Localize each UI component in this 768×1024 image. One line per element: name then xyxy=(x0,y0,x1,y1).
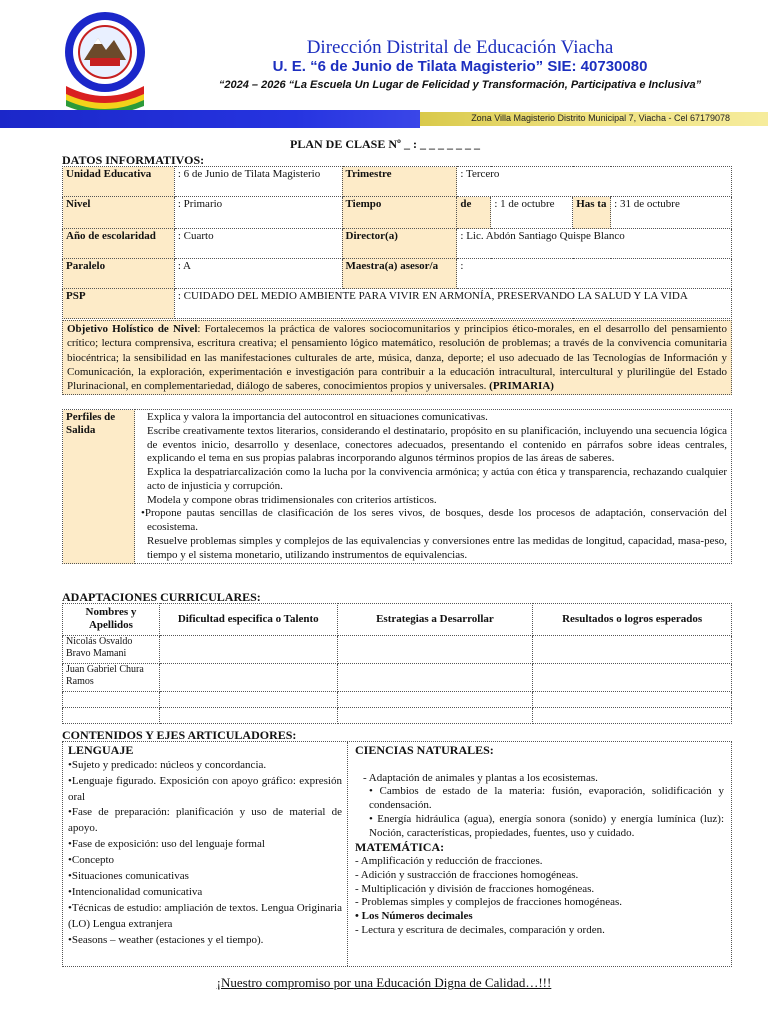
matematica-item: - Adición y sustracción de fracciones homogéneas. xyxy=(355,868,579,881)
lenguaje-item: • Técnicas de estudio: ampliación de textos. Lengua Originaria (LO) Lengua extranjera xyxy=(68,901,342,933)
table-cell xyxy=(159,707,337,723)
ciencias-item: - Adaptación de animales y plantas a los ecosistemas. xyxy=(363,771,598,784)
lenguaje-item: • Sujeto y predicado: núcleos y concordancia. xyxy=(68,758,342,774)
table-cell xyxy=(533,707,732,723)
lenguaje-item: • Concepto xyxy=(68,853,342,869)
table-cell xyxy=(337,691,533,707)
table-cell xyxy=(533,663,732,691)
table-cell xyxy=(159,663,337,691)
adaptaciones-title: ADAPTACIONES CURRICULARES: xyxy=(62,590,261,604)
director-value: : Lic. Abdón Santiago Quispe Blanco xyxy=(457,229,732,259)
student-name: Juan Gabriel Chura Ramos xyxy=(63,663,160,691)
col-header: Dificultad especifica o Talento xyxy=(159,604,337,636)
objetivo-holistico xyxy=(62,320,732,395)
hasta-value: : 31 de octubre xyxy=(611,197,732,229)
table-cell xyxy=(63,691,160,707)
datos-title: DATOS INFORMATIVOS: xyxy=(62,153,205,167)
perfil-item: Escribe creativamente textos literarios, considerando el destinatario, propósito en su planificación, incluyendo una secuencia lógica de eventos inicio, desarrollo y desenlace, conectores adecuados, presentando el contenido en párrafos sobre ideas centrales, explicando el tema en sus propias palabras incorporando algunos términos propios de las áreas de saberes. xyxy=(147,424,727,465)
table-row xyxy=(63,691,732,707)
perfil-item: Explica la despatriarcalización como la lucha por la convivencia armónica; y actúa con ética y transparencia, rechazando cualquier acto de injusticia y corrupción. xyxy=(147,466,727,492)
de-value: : 1 de octubre xyxy=(491,197,573,229)
nivel-label: Nivel xyxy=(63,197,175,229)
student-name: Nicolás Osvaldo Bravo Mamani xyxy=(63,635,160,663)
ciencias-title: CIENCIAS NATURALES: xyxy=(355,743,494,757)
table-cell xyxy=(63,707,160,723)
maestra-value: : xyxy=(457,259,732,289)
school-name: U. E. “6 de Junio de Tilata Magisterio” SIE: 40730080 xyxy=(272,58,648,75)
contenidos-box xyxy=(62,741,732,967)
header-band xyxy=(0,110,768,128)
director-label: Director(a) xyxy=(342,229,457,259)
ciencias-matematica-column xyxy=(348,742,731,966)
perfil-item: Resuelve problemas simples y complejos de las equivalencias y conversiones entre las medidas de longitud, capacidad, masa-peso, tiempo y el sistema monetario, utilizando instrumentos de equivalencias. xyxy=(147,534,727,561)
lenguaje-item: • Fase de preparación: planificación y uso de material de apoyo. xyxy=(68,805,342,837)
band-blue xyxy=(0,110,420,128)
perfiles-label: Perfiles de Salida xyxy=(63,410,135,564)
table-cell xyxy=(533,635,732,663)
lenguaje-title: LENGUAJE xyxy=(68,743,134,757)
datos-table xyxy=(62,166,732,319)
decimales-item: - Lectura y escritura de decimales, comparación y orden. xyxy=(355,923,605,936)
school-logo xyxy=(60,8,150,120)
psp-value: : CUIDADO DEL MEDIO AMBIENTE PARA VIVIR EN ARMONÍA, PRESERVANDO LA SALUD Y LA VIDA xyxy=(174,289,731,319)
school-address: Zona Villa Magisterio Distrito Municipal 7, Viacha - Cel 67179078 xyxy=(471,113,730,123)
table-row xyxy=(63,635,732,663)
objetivo-label: Objetivo Holístico de Nivel xyxy=(67,323,198,335)
table-cell xyxy=(337,635,533,663)
lenguaje-item: • Fase de exposición: uso del lenguaje formal xyxy=(68,837,342,853)
perfil-item: • Propone pautas sencillas de clasificación de los seres vivos, de bosques, desde los procesos de adaptación, conservación del ecosistema. xyxy=(147,507,727,535)
table-row xyxy=(63,663,732,691)
matematica-item: - Multiplicación y división de fracciones homogéneas. xyxy=(355,882,595,895)
objetivo-tag: (PRIMARIA) xyxy=(489,380,554,393)
table-cell xyxy=(337,707,533,723)
unidad-value: : 6 de Junio de Tilata Magisterio xyxy=(174,167,342,197)
psp-label: PSP xyxy=(63,289,175,319)
matematica-item: - Problemas simples y complejos de fracciones homogéneas. xyxy=(355,896,622,909)
table-row xyxy=(63,707,732,723)
table-cell xyxy=(159,691,337,707)
ciencias-item: • Cambios de estado de la materia: fusión, evaporación, solidificación y condensación. xyxy=(369,785,724,812)
paralelo-value: : A xyxy=(174,259,342,289)
lenguaje-item: • Intencionalidad comunicativa xyxy=(68,885,342,901)
letterhead xyxy=(0,0,768,130)
matematica-title: MATEMÁTICA: xyxy=(355,840,445,855)
tiempo-label: Tiempo xyxy=(342,197,457,229)
paralelo-label: Paralelo xyxy=(63,259,175,289)
maestra-label: Maestra(a) asesor/a xyxy=(342,259,457,289)
col-header: Nombres y Apellidos xyxy=(63,604,160,636)
lenguaje-item: • Lenguaje figurado. Exposición con apoyo gráfico: expresión oral xyxy=(68,774,342,806)
district-title: Dirección Distrital de Educación Viacha xyxy=(306,37,614,58)
footer-slogan: ¡Nuestro compromiso por una Educación Digna de Calidad…!!! xyxy=(216,975,552,990)
perfil-item: Explica y valora la importancia del autocontrol en situaciones comunicativas. xyxy=(147,411,488,423)
unidad-label: Unidad Educativa xyxy=(63,167,175,197)
perfil-item: Modela y compone obras tridimensionales con criterios artísticos. xyxy=(147,493,437,506)
table-cell xyxy=(337,663,533,691)
school-motto: “2024 – 2026 “La Escuela Un Lugar de Felicidad y Transformación, Participativa e Inclusiva” xyxy=(218,79,702,91)
plan-title: PLAN DE CLASE Nº _ : _ _ _ _ _ _ _ xyxy=(290,137,480,151)
nivel-value: : Primario xyxy=(174,197,342,229)
table-cell xyxy=(159,635,337,663)
table-cell xyxy=(533,691,732,707)
anio-value: : Cuarto xyxy=(174,229,342,259)
matematica-item: - Amplificación y reducción de fracciones. xyxy=(355,855,543,867)
adaptaciones-table xyxy=(62,603,732,724)
hasta-label: Has ta xyxy=(573,197,611,229)
decimales-title: • Los Números decimales xyxy=(355,910,473,922)
trimestre-value: : Tercero xyxy=(457,167,732,197)
col-header: Resultados o logros esperados xyxy=(533,604,732,636)
col-header: Estrategias a Desarrollar xyxy=(337,604,533,636)
perfiles-table xyxy=(62,409,732,564)
anio-label: Año de escolaridad xyxy=(63,229,175,259)
lenguaje-item: • Situaciones comunicativas xyxy=(68,869,342,885)
contenidos-title: CONTENIDOS Y EJES ARTICULADORES: xyxy=(62,728,297,742)
lenguaje-item: • Seasons – weather (estaciones y el tiempo). xyxy=(68,933,342,949)
lenguaje-column xyxy=(63,742,348,966)
perfiles-list xyxy=(135,410,732,564)
trimestre-label: Trimestre xyxy=(342,167,457,197)
de-label: de xyxy=(457,197,491,229)
objetivo-text: : Fortalecemos la práctica de valores sociocomunitarios y principios ético-morales, en el desarrollo del pensamiento crítico; lectura comprensiva, escritura creativa; el pensamiento lógico matemático, resolución de problemas; a través de la convivencia comunitaria biocéntrica; la sensibilidad en las manifestaciones culturales de arte, música, danza, deporte; el uso adecuado de las Tecnologías de Información y Comunicación, la exploración, experimentación e investigación para contribuir a la educación intracultural, intercultural y plurilingüe del Estado Plurinacional, en complementariedad, diálogo de saberes, conocimientos propios y universales. xyxy=(67,323,727,393)
ciencias-item: • Energía hidráulica (agua), energía sonora (sonido) y energía lumínica (luz): Noción, características, propiedades, fuentes, uso y cuidado. xyxy=(369,812,724,839)
